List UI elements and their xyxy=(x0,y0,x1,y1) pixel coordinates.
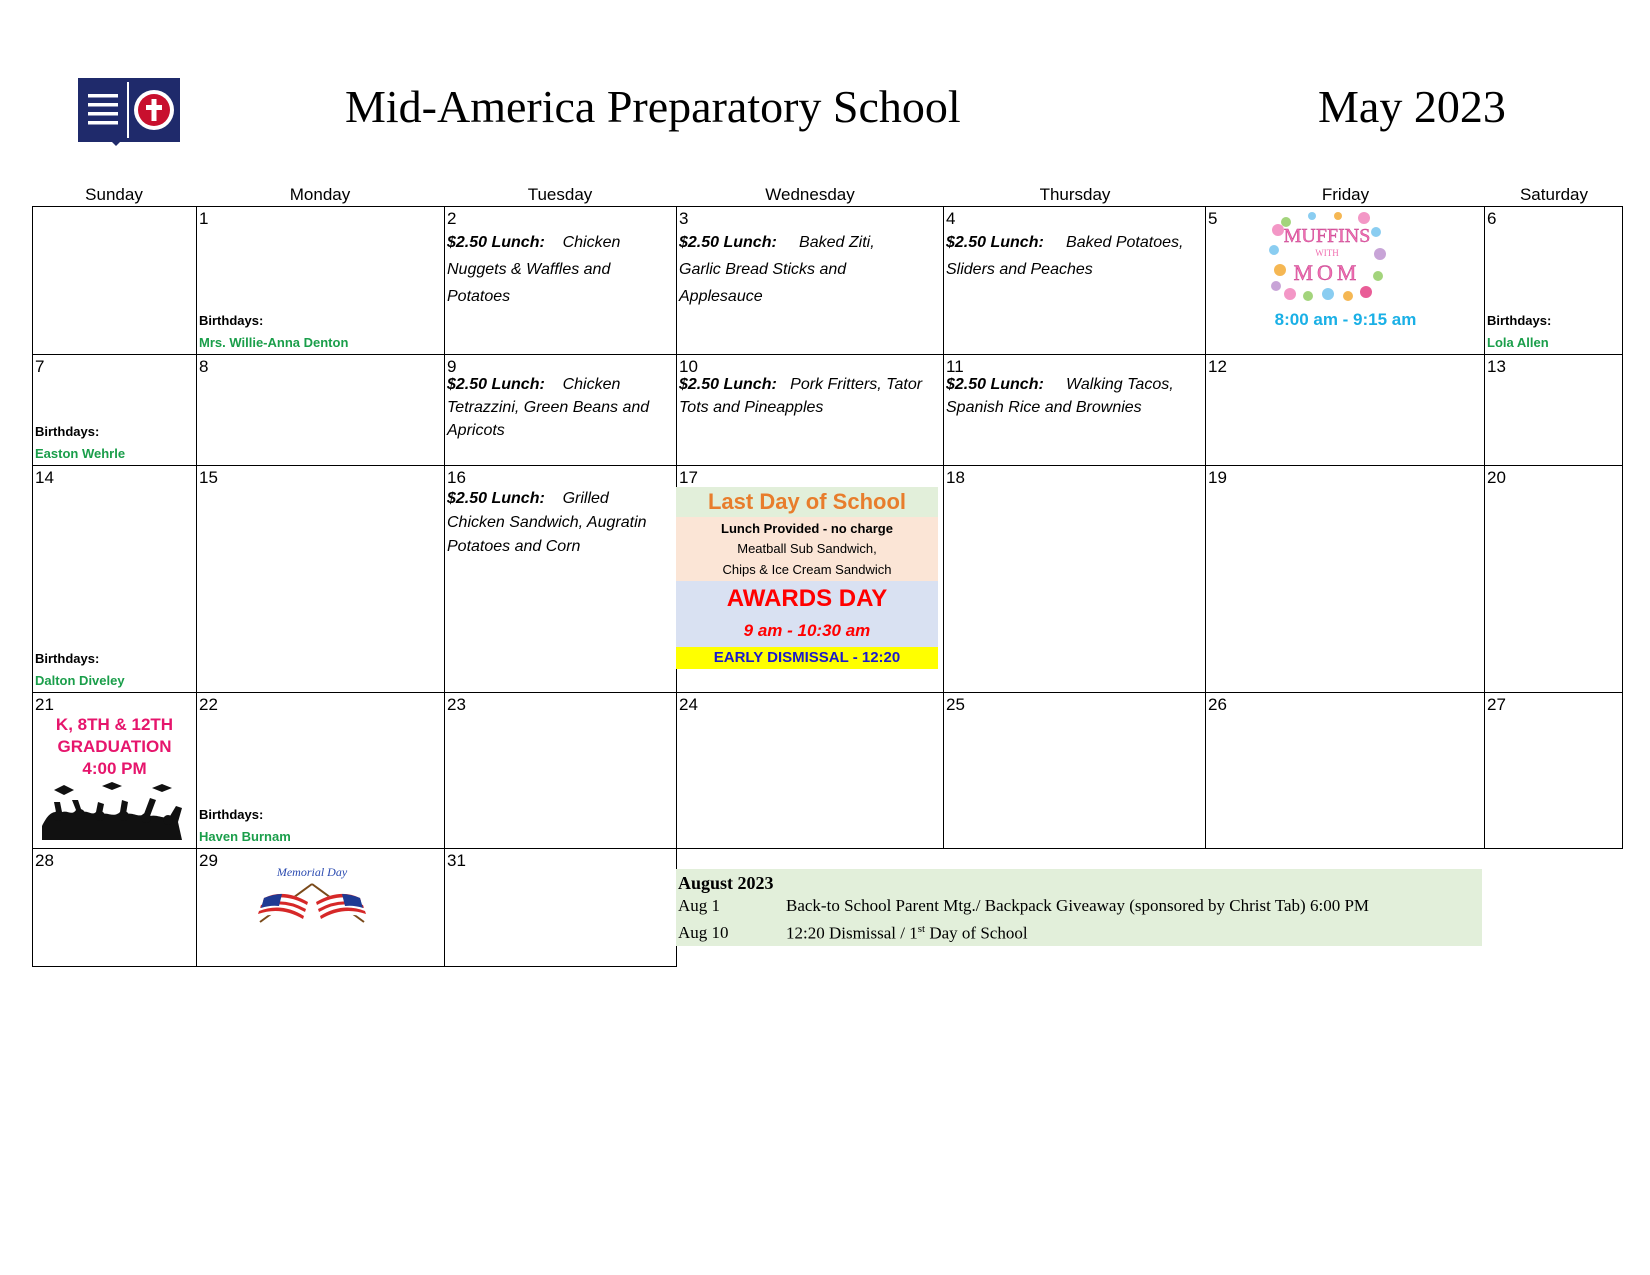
day-number: 15 xyxy=(199,468,218,487)
lunch-price-label: $2.50 Lunch: xyxy=(946,376,1044,393)
day-number: 11 xyxy=(946,357,964,376)
august-row-text-sup: st xyxy=(917,923,926,935)
lunch-menu: Grilled Chicken Sandwich, Augratin Potatoes and Corn xyxy=(447,490,647,555)
august-title: August 2023 xyxy=(678,873,774,893)
birthdays-label: Birthdays: xyxy=(1487,313,1552,328)
august-row-text-post: Day of School xyxy=(925,923,1028,943)
day-number: 21 xyxy=(35,695,54,714)
august-row-text xyxy=(786,923,1028,944)
lunch-provided-band xyxy=(676,517,938,581)
weekday-friday: Friday xyxy=(1321,185,1370,204)
birthday-name: Mrs. Willie-Anna Denton xyxy=(199,335,349,350)
weekday-thursday: Thursday xyxy=(1039,185,1111,204)
weekday-monday: Monday xyxy=(289,185,351,204)
lunch-price-label: $2.50 Lunch: xyxy=(679,234,777,251)
muffins-with-mom-graphic xyxy=(1268,210,1386,302)
lunch-price-label: $2.50 Lunch: xyxy=(447,490,545,507)
day-number: 27 xyxy=(1487,695,1506,714)
awards-time-text: 9 am - 10:30 am xyxy=(743,621,871,640)
graduation-line1: K, 8TH & 12TH xyxy=(55,715,174,734)
day-number: 26 xyxy=(1208,695,1227,714)
muffins-word: MUFFINS xyxy=(1283,225,1371,247)
day-number: 22 xyxy=(199,695,218,714)
last-day-text: Last Day of School xyxy=(707,489,907,514)
birthdays-label: Birthdays: xyxy=(35,651,100,666)
birthdays-label: Birthdays: xyxy=(35,424,100,439)
lunch-price-label: $2.50 Lunch: xyxy=(447,234,545,251)
august-events-box xyxy=(676,869,1482,946)
lunch-menu: Walking Tacos, Spanish Rice and Brownies xyxy=(946,376,1174,416)
weekday-sunday: Sunday xyxy=(85,185,143,204)
day-number: 16 xyxy=(447,468,466,487)
day-number: 2 xyxy=(447,209,457,228)
day-number: 29 xyxy=(199,851,218,870)
lunch-may-16 xyxy=(447,487,659,559)
with-word: WITH xyxy=(1315,248,1339,258)
birthdays-label: Birthdays: xyxy=(199,807,264,822)
early-dismissal-band xyxy=(676,647,938,669)
weekday-saturday: Saturday xyxy=(1519,185,1589,204)
day-number: 9 xyxy=(447,357,457,376)
lunch-price-label: $2.50 Lunch: xyxy=(447,376,545,393)
lunch-menu: Baked Potatoes, Sliders and Peaches xyxy=(946,234,1184,278)
school-title: Mid-America Preparatory School xyxy=(345,81,961,132)
awards-day-text: AWARDS DAY xyxy=(726,585,888,612)
weekday-wednesday: Wednesday xyxy=(765,185,855,204)
august-row-text: Back-to School Parent Mtg./ Backpack Giveaway (sponsored by Christ Tab) 6:00 PM xyxy=(786,896,1370,915)
lunch-price-label: $2.50 Lunch: xyxy=(946,234,1044,251)
graduation-text xyxy=(33,714,196,780)
day-number: 31 xyxy=(447,851,466,870)
august-row-date: Aug 1 xyxy=(678,896,721,915)
us-flags-icon xyxy=(250,862,374,926)
lunch-menu: Pork Fritters, Tator Tots and Pineapples xyxy=(679,376,923,416)
day-number: 12 xyxy=(1208,357,1227,376)
day-number: 3 xyxy=(679,209,689,228)
day-number: 24 xyxy=(679,695,698,714)
day-number: 19 xyxy=(1208,468,1227,487)
day-number: 8 xyxy=(199,357,209,376)
day-number: 14 xyxy=(35,468,54,487)
lunch-may-11 xyxy=(946,373,1204,419)
day-number: 13 xyxy=(1487,357,1506,376)
school-logo-icon xyxy=(78,78,180,146)
awards-day-band xyxy=(676,581,938,647)
mom-word: MOM xyxy=(1293,260,1361,285)
august-row-date: Aug 10 xyxy=(678,923,729,942)
day-number: 10 xyxy=(679,357,698,376)
may17-menu-line2: Chips & Ice Cream Sandwich xyxy=(722,562,892,577)
birthday-name: Easton Wehrle xyxy=(35,446,126,461)
day-number: 25 xyxy=(946,695,965,714)
day-number: 28 xyxy=(35,851,54,870)
day-number: 7 xyxy=(35,357,45,376)
birthday-name: Haven Burnam xyxy=(199,829,291,844)
birthday-name: Lola Allen xyxy=(1487,335,1549,350)
lunch-may-10 xyxy=(679,373,929,419)
birthdays-label: Birthdays: xyxy=(199,313,264,328)
day-number: 1 xyxy=(199,209,209,228)
memorial-day-text: Memorial Day xyxy=(276,865,348,879)
weekday-tuesday: Tuesday xyxy=(527,185,593,204)
lunch-menu: Chicken Tetrazzini, Green Beans and Apricots xyxy=(447,376,650,439)
day-number: 18 xyxy=(946,468,965,487)
lunch-may-9 xyxy=(447,373,675,442)
lunch-may-4 xyxy=(946,229,1204,283)
day-number: 23 xyxy=(447,695,466,714)
last-day-band xyxy=(676,487,938,517)
birthday-name: Dalton Diveley xyxy=(35,673,125,688)
muffins-time: 8:00 am - 9:15 am xyxy=(1274,310,1417,329)
graduation-line2: GRADUATION xyxy=(57,737,172,756)
day-number: 5 xyxy=(1208,209,1218,228)
lunch-may-2 xyxy=(447,229,662,310)
day-number: 20 xyxy=(1487,468,1506,487)
month-title: May 2023 xyxy=(1318,81,1506,132)
lunch-menu: Chicken Nuggets & Waffles and Potatoes xyxy=(447,234,621,305)
lunch-menu: Baked Ziti, Garlic Bread Sticks and Applesauce xyxy=(679,234,875,305)
day-number: 6 xyxy=(1487,209,1497,228)
lunch-provided-text: Lunch Provided - no charge xyxy=(721,521,893,536)
day-number: 4 xyxy=(946,209,956,228)
may17-menu-line1: Meatball Sub Sandwich, xyxy=(737,541,877,556)
early-dismissal-text: EARLY DISMISSAL - 12:20 xyxy=(713,649,901,666)
august-row-text-pre: 12:20 Dismissal / 1 xyxy=(786,923,918,943)
lunch-price-label: $2.50 Lunch: xyxy=(679,376,777,393)
graduation-line3: 4:00 PM xyxy=(82,759,147,778)
lunch-may-3 xyxy=(679,229,919,310)
graduation-silhouette-icon xyxy=(42,782,182,840)
day-number: 17 xyxy=(679,468,698,487)
